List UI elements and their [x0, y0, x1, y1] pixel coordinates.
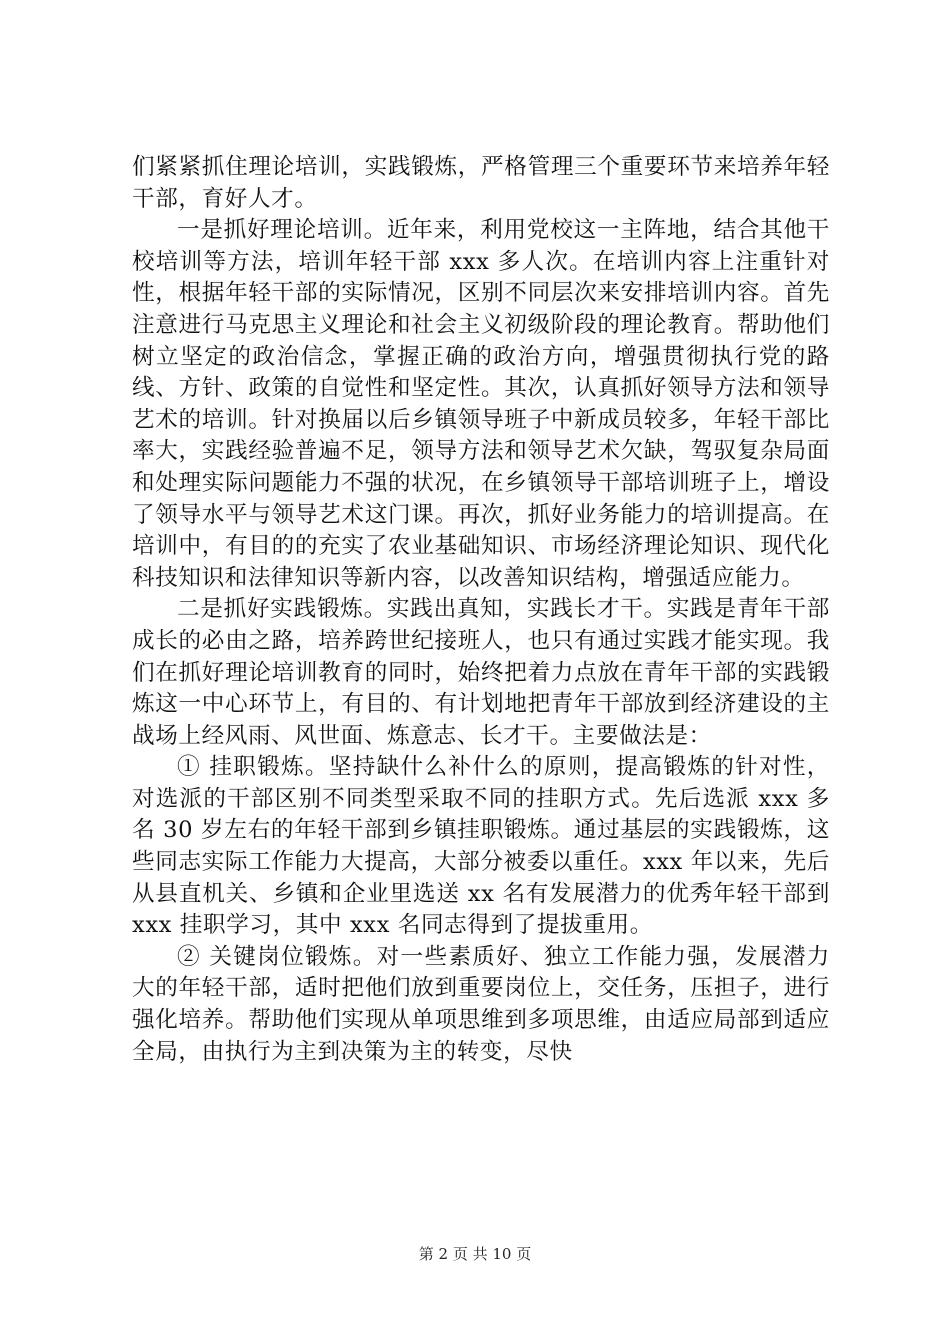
paragraph-continuation: 们紧紧抓住理论培训，实践锻炼，严格管理三个重要环节来培养年轻干部，育好人才。 — [132, 154, 830, 212]
paragraph-practice: 二是抓好实践锻炼。实践出真知，实践长才干。实践是青年干部成长的必由之路，培养跨世纪接班人，也只有通过实践才能实现。我们在抓好理论培训教育的同时，始终把着力点放在青年干部的实践锻炼这一中心环节上，有目的、有计划地把青年干部放到经济建设的主战场上经风雨、风世面、炼意志、长才干。主要做法是： — [132, 596, 830, 749]
paragraph-key-positions: ② 关键岗位锻炼。对一些素质好、独立工作能力强，发展潜力大的年轻干部，适时把他们放到重要岗位上，交任务，压担子，进行强化培养。帮助他们实现从单项思维到多项思维，由适应局部到适应全局，由执行为主到决策为主的转变，尽快 — [132, 943, 830, 1065]
document-body — [132, 152, 830, 1068]
page-number-footer: 第 2 页 共 10 页 — [418, 1245, 532, 1263]
paragraph-secondment: ① 挂职锻炼。坚持缺什么补什么的原则，提高锻炼的针对性，对选派的干部区别不同类型采取不同的挂职方式。先后选派 xxx 多名 30 岁左右的年轻干部到乡镇挂职锻炼。通过基层的实践锻炼，这些同志实际工作能力大提高，大部分被委以重任。xxx 年以来，先后从县直机关、乡镇和企业里选送 xx 名有发展潜力的优秀年轻干部到 xxx 挂职学习，其中 xxx 名同志得到了提拔重用。 — [132, 754, 830, 939]
paragraph-theory-training: 一是抓好理论培训。近年来，利用党校这一主阵地，结合其他干校培训等方法，培训年轻干部 xxx 多人次。在培训内容上注重针对性，根据年轻干部的实际情况，区别不同层次来安排培训内容。首先注意进行马克思主义理论和社会主义初级阶段的理论教育。帮助他们树立坚定的政治信念，掌握正确的政治方向，增强贯彻执行党的路线、方针、政策的自觉性和坚定性。其次，认真抓好领导方法和领导艺术的培训。针对换届以后乡镇领导班子中新成员较多，年轻干部比率大，实践经验普遍不足，领导方法和领导艺术欠缺，驾驭复杂局面和处理实际问题能力不强的状况，在乡镇领导干部培训班子上，增设了领导水平与领导艺术这门课。再次，抓好业务能力的培训提高。在培训中，有目的的充实了农业基础知识、市场经济理论知识、现代化科技知识和法律知识等新内容，以改善知识结构，增强适应能力。 — [132, 217, 830, 591]
